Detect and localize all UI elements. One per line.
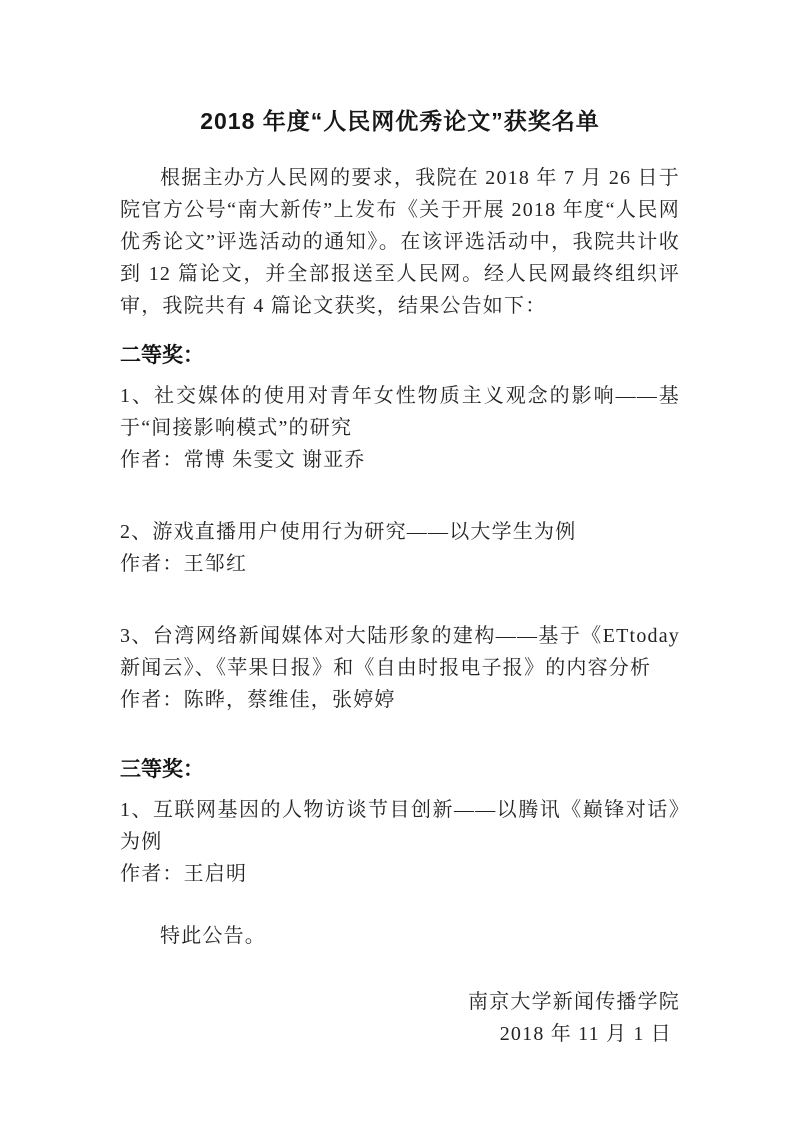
signature-organization: 南京大学新闻传播学院 xyxy=(468,991,680,1013)
paper-item xyxy=(120,620,680,716)
paper-title: 3、台湾网络新闻媒体对大陆形象的建构——基于《ETtoday 新闻云》、《苹果日报》和《自由时报电子报》的内容分析 xyxy=(120,625,680,679)
paper-title: 1、社交媒体的使用对青年女性物质主义观念的影响——基于“间接影响模式”的研究 xyxy=(120,385,680,439)
section-heading-second-prize: 二等奖： xyxy=(120,344,204,367)
signature-block xyxy=(120,986,680,1050)
section-second-prize xyxy=(120,340,680,716)
page-title: 2018 年度“人民网优秀论文”获奖名单 xyxy=(200,108,600,134)
paper-authors: 作者：王邹红 xyxy=(120,553,248,575)
paper-title: 2、游戏直播用户使用行为研究——以大学生为例 xyxy=(120,521,577,543)
intro-paragraph: 根据主办方人民网的要求，我院在 2018 年 7 月 26 日于院官方公号“南大新传”上发布《关于开展 2018 年度“人民网优秀论文”评选活动的通知》。在该评选活动中，我院共计收到 12 篇论文，并全部报送至人民网。经人民网最终组织评审，我院共有 4 篇论文获奖，结果公告如下： xyxy=(120,167,680,317)
section-third-prize xyxy=(120,754,680,890)
paper-authors: 作者：陈晔，蔡维佳，张婷婷 xyxy=(120,689,396,711)
signature-date: 2018 年 11 月 1 日 xyxy=(499,1023,672,1045)
paper-item xyxy=(120,380,680,476)
paper-authors: 作者：常博 朱雯文 谢亚乔 xyxy=(120,449,366,471)
paper-title: 1、互联网基因的人物访谈节目创新——以腾讯《巅锋对话》为例 xyxy=(120,799,680,853)
paper-item xyxy=(120,516,680,580)
closing-note: 特此公告。 xyxy=(160,925,266,947)
paper-authors: 作者：王启明 xyxy=(120,863,248,885)
section-heading-third-prize: 三等奖： xyxy=(120,758,204,781)
paper-item xyxy=(120,794,680,890)
